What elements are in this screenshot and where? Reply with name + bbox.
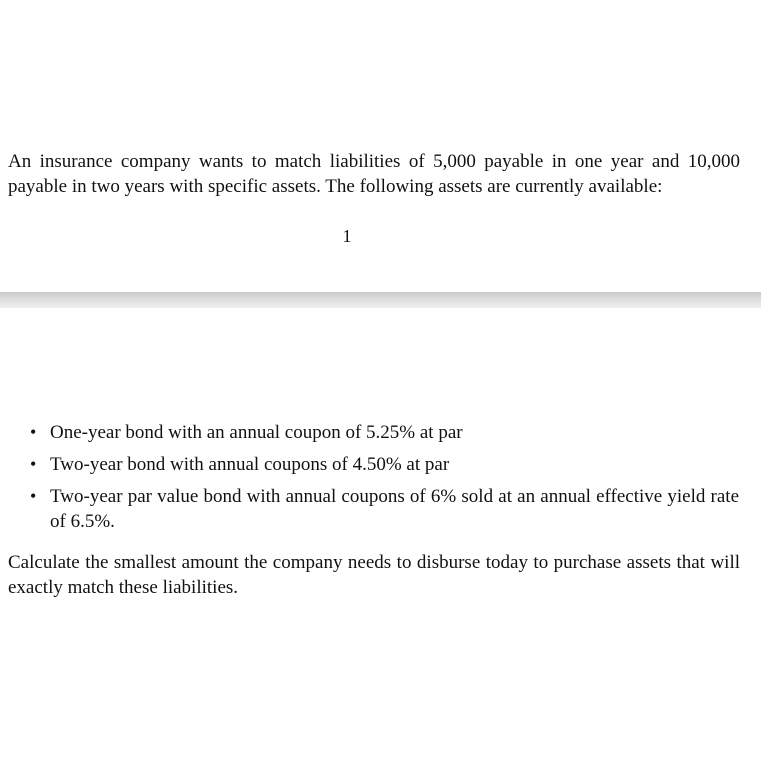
asset-text: One-year bond with an annual coupon of 5.25% at par: [50, 422, 463, 443]
list-item: [30, 484, 739, 534]
asset-text: Two-year bond with annual coupons of 4.50% at par: [50, 454, 450, 475]
page-divider: [0, 292, 761, 308]
bullet-icon: •: [30, 422, 37, 442]
page-number: 1: [342, 226, 352, 246]
asset-text: Two-year par value bond with annual coupons of 6% sold at an annual effective yield rate of 6.5%.: [50, 486, 739, 532]
list-item: [30, 452, 739, 477]
bullet-icon: •: [30, 454, 37, 474]
list-item: [30, 420, 739, 445]
intro-paragraph: An insurance company wants to match liabilities of 5,000 payable in one year and 10,000 payable in two years with specific assets. The following assets are currently available:: [8, 151, 740, 197]
page-1: [0, 0, 761, 292]
asset-list: [0, 420, 761, 541]
question-paragraph: Calculate the smallest amount the company needs to disburse today to purchase assets that will exactly match these liabilities.: [8, 552, 740, 598]
bullet-icon: •: [30, 486, 37, 506]
